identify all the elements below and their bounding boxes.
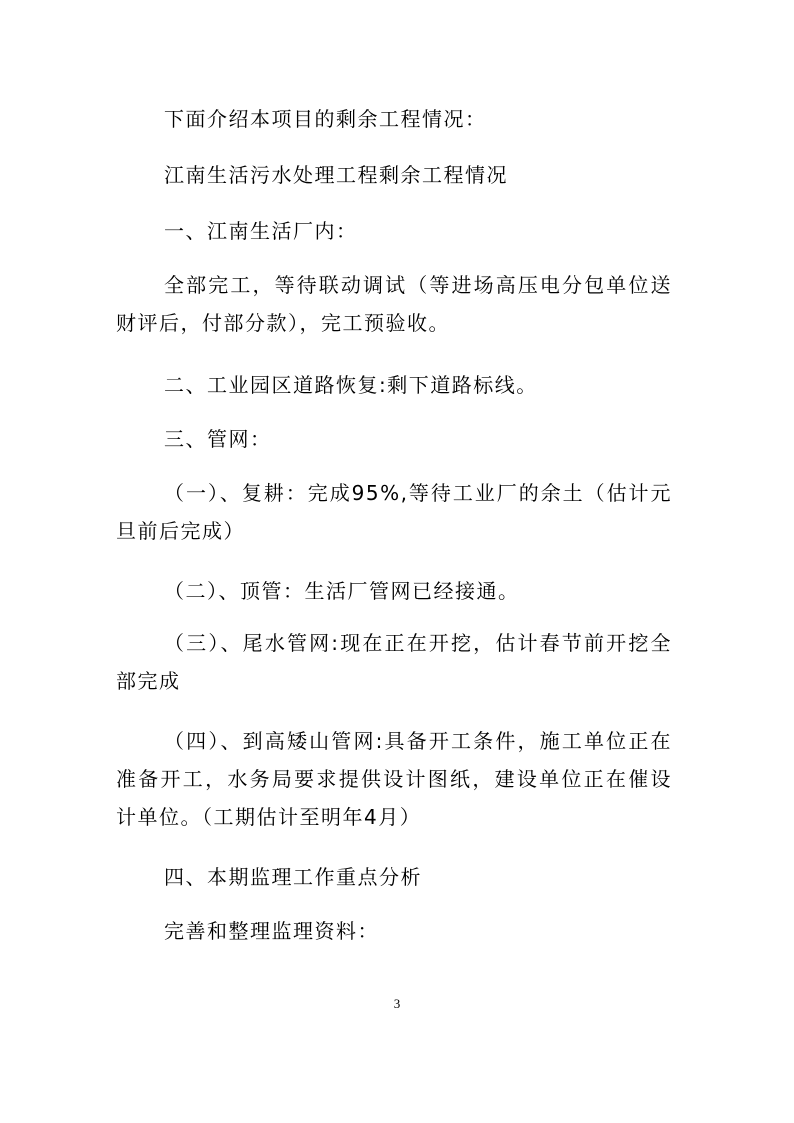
paragraph-subitem-3: （三）、尾水管网:现在正在开挖，估计春节前开挖全部完成 — [116, 631, 672, 693]
paragraph-subitem-4: （四）、到高矮山管网:具备开工条件，施工单位正在准备开工，水务局要求提供设计图纸，建设单位正在催设计单位。（工期估计至明年4月） — [116, 729, 672, 829]
paragraph-heading-4: 四、本期监理工作重点分析 — [164, 865, 422, 889]
page-number: 3 — [393, 996, 401, 1011]
paragraph-heading-1: 一、江南生活厂内： — [164, 219, 358, 243]
paragraph-section-title: 江南生活污水处理工程剩余工程情况 — [164, 163, 508, 187]
paragraph-heading-2: 二、工业园区道路恢复:剩下道路标线。 — [164, 373, 538, 397]
paragraph-subitem-1: （一）、复耕：完成95%,等待工业厂的余土（估计元旦前后完成） — [116, 481, 672, 543]
paragraph-item-1: 全部完工，等待联动调试（等进场高压电分包单位送财评后，付部分款），完工预验收。 — [116, 273, 672, 335]
paragraph-intro: 下面介绍本项目的剩余工程情况： — [164, 107, 487, 131]
paragraph-heading-3: 三、管网： — [164, 427, 272, 451]
paragraph-subitem-2: （二）、顶管：生活厂管网已经接通。 — [164, 579, 520, 603]
paragraph-last: 完善和整理监理资料： — [164, 919, 379, 943]
